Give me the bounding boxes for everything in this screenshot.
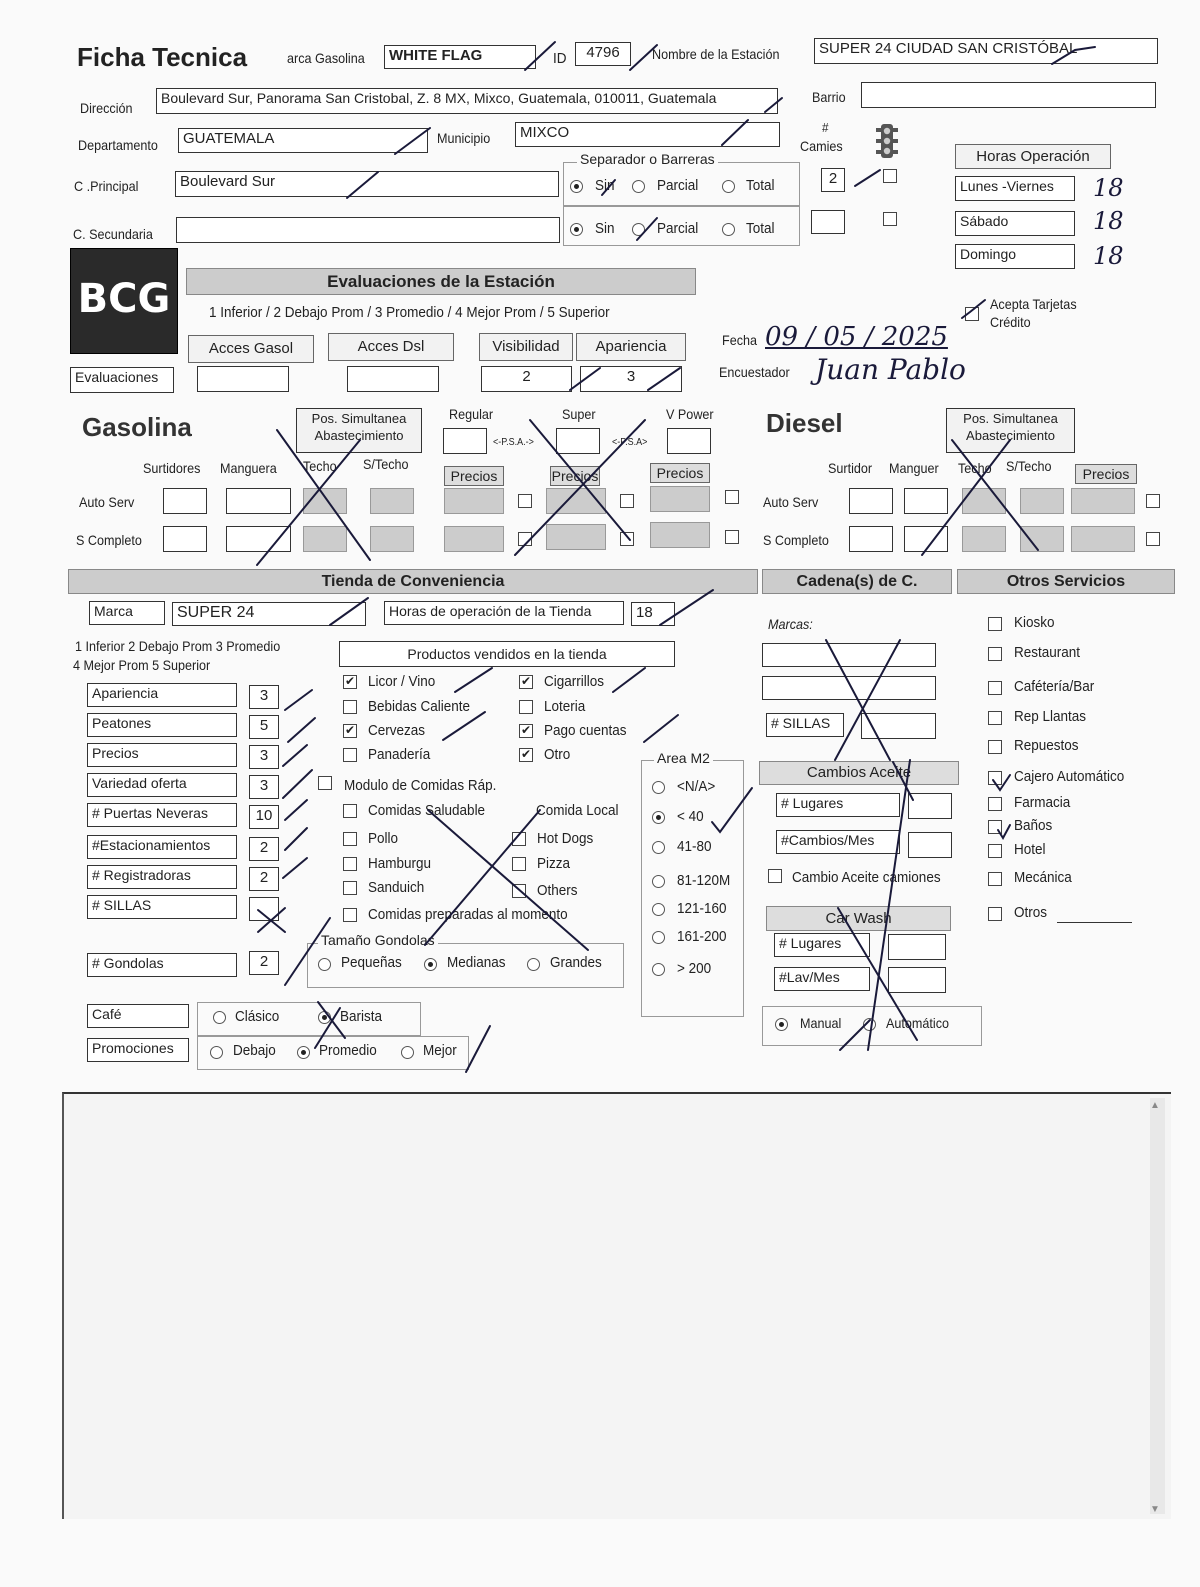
- tienda-horas-field[interactable]: 18: [631, 602, 675, 626]
- diesel-stecho-label: S/Techo: [1006, 458, 1052, 474]
- producto-label-cigarrillos: Cigarrillos: [544, 673, 605, 690]
- diesel-pos-sim-line2: Abastecimiento: [966, 428, 1055, 443]
- visibilidad-field[interactable]: 2: [481, 366, 572, 392]
- psa2-label: <-P.S.A>: [612, 437, 648, 448]
- producto-checkbox-otro[interactable]: ✔: [520, 747, 532, 761]
- apariencia-button[interactable]: Apariencia: [576, 333, 686, 361]
- bcg-logo-text: BCG: [77, 276, 171, 322]
- manguera-col-label: Manguera: [220, 460, 277, 476]
- metric-label-variedad-oferta: Variedad oferta: [87, 773, 237, 797]
- promo-debajo-label: Debajo: [233, 1042, 276, 1059]
- camiones-label-hash: #: [822, 120, 829, 135]
- marca-gasolina-field[interactable]: WHITE FLAG: [384, 45, 536, 69]
- domingo-label: Domingo: [955, 244, 1075, 269]
- metric-label-apariencia: Apariencia: [87, 683, 237, 707]
- separador-sec-total-label: Total: [746, 220, 775, 237]
- id-field[interactable]: 4796: [575, 42, 631, 66]
- municipio-label: Municipio: [437, 130, 491, 146]
- area-label-1: < 40: [677, 808, 704, 825]
- direccion-field[interactable]: Boulevard Sur, Panorama San Cristobal, Z. 8 MX, Mixco, Guatemala, 010011, Guatemala: [156, 88, 778, 114]
- otros-label-mec-nica: Mecánica: [1014, 869, 1072, 886]
- separador-total-label: Total: [746, 177, 775, 194]
- diesel-techo-label: Techo: [958, 460, 992, 476]
- carwash-lugares-label: # Lugares: [774, 933, 870, 957]
- area-label-4: 121-160: [677, 900, 727, 917]
- tamano-label-medianas: Medianas: [447, 954, 506, 971]
- cambio-aceite-camiones-label: Cambio Aceite camiones: [792, 869, 941, 886]
- encuestador-label: Encuestador: [719, 364, 790, 380]
- comida-label-others: Others: [537, 882, 578, 899]
- producto-label-loteria: Loteria: [544, 698, 586, 715]
- psa-label: <-P.S.A.->: [493, 437, 534, 448]
- barrio-label: Barrio: [812, 89, 846, 105]
- gas-s-completo-label: S Completo: [76, 532, 142, 548]
- productos-header: Productos vendidos en la tienda: [339, 641, 675, 667]
- separador-title: Separador o Barreras: [577, 151, 718, 167]
- producto-checkbox-cervezas[interactable]: ✔: [344, 723, 356, 737]
- form-title: Ficha Tecnica: [77, 42, 248, 72]
- area-label-3: 81-120M: [677, 872, 731, 889]
- scroll-down-icon[interactable]: ▼: [1150, 1504, 1160, 1515]
- stecho-col-label: S/Techo: [363, 456, 409, 472]
- tamano-gondolas-title: Tamaño Gondolas: [318, 932, 438, 948]
- acces-dsl-button[interactable]: Acces Dsl: [328, 333, 454, 361]
- lav-mes-label: #Lav/Mes: [774, 967, 870, 991]
- horas-operacion-header: Horas Operación: [955, 144, 1111, 169]
- gasolina-pos-sim-line2: Abastecimiento: [314, 428, 404, 443]
- producto-label-licor-vino: Licor / Vino: [368, 673, 436, 690]
- separador-sec-parcial-label: Parcial: [657, 220, 699, 237]
- vpower-label: V Power: [666, 406, 714, 422]
- separador-sin-label: Sin: [595, 177, 615, 194]
- tienda-header: Tienda de Conveniencia: [68, 569, 758, 594]
- carwash-manual-label: Manual: [800, 1015, 842, 1031]
- departamento-label: Departamento: [78, 137, 158, 153]
- metric-field-puertas-neveras[interactable]: 10: [249, 805, 279, 829]
- area-label-0: <N/A>: [677, 778, 716, 795]
- tamano-label-peque-as: Pequeñas: [341, 954, 402, 971]
- cambios-lugares-label: # Lugares: [776, 793, 900, 817]
- sabado-hours[interactable]: 18: [1093, 207, 1124, 235]
- nombre-estacion-field[interactable]: SUPER 24 CIUDAD SAN CRISTÓBAL: [814, 38, 1158, 64]
- comida-label-comidas-preparadas-al-momento: Comidas preparadas al momento: [368, 906, 568, 923]
- calle-secundaria-label: C. Secundaria: [73, 226, 153, 242]
- otros-servicios-header: Otros Servicios: [957, 569, 1175, 594]
- producto-checkbox-licor-vino[interactable]: ✔: [344, 674, 356, 688]
- producto-checkbox-cigarrillos[interactable]: ✔: [520, 674, 532, 688]
- separador-parcial-label: Parcial: [657, 177, 699, 194]
- otros-label-repuestos: Repuestos: [1014, 737, 1079, 754]
- producto-label-panader-a: Panadería: [368, 746, 431, 763]
- tamano-label-grandes: Grandes: [550, 954, 602, 971]
- metric-field-estacionamientos[interactable]: 2: [249, 837, 279, 861]
- promociones-label: Promociones: [87, 1038, 189, 1062]
- producto-label-pago-cuentas: Pago cuentas: [544, 722, 627, 739]
- encuestador-value[interactable]: Juan Pablo: [815, 353, 966, 386]
- cadena-header: Cadena(s) de C.: [762, 569, 952, 594]
- calle-principal-field[interactable]: Boulevard Sur: [175, 171, 559, 197]
- producto-label-bebidas-caliente: Bebidas Caliente: [368, 698, 471, 715]
- otros-label-hotel: Hotel: [1014, 841, 1046, 858]
- surtidores-col-label: Surtidores: [143, 460, 201, 476]
- super-label: Super: [562, 406, 596, 422]
- gasolina-title: Gasolina: [82, 412, 192, 442]
- metric-field-apariencia[interactable]: 3: [249, 685, 279, 709]
- scroll-up-icon[interactable]: ▲: [1150, 1100, 1160, 1111]
- id-label: ID: [553, 50, 567, 67]
- otros-label-otros: Otros: [1014, 904, 1048, 921]
- cafe-clasico-label: Clásico: [235, 1008, 280, 1025]
- comida-label-sanduich: Sanduich: [368, 879, 425, 896]
- metric-label-puertas-neveras: # Puertas Neveras: [87, 803, 237, 827]
- carwash-automatico-label: Automático: [886, 1015, 950, 1031]
- metric-field-precios[interactable]: 3: [249, 745, 279, 769]
- cambios-aceite-header: Cambios Aceite: [759, 761, 959, 785]
- marcas-label: Marcas:: [768, 616, 813, 632]
- comida-label-hamburgu: Hamburgu: [368, 855, 432, 872]
- cadena-sillas-label: # SILLAS: [766, 713, 844, 737]
- lunes-viernes-hours[interactable]: 18: [1093, 174, 1124, 202]
- tienda-scale-line1: 1 Inferior 2 Debajo Prom 3 Promedio: [75, 638, 281, 654]
- car-wash-header: Car Wash: [766, 906, 951, 931]
- metric-label-sillas: # SILLAS: [87, 895, 237, 919]
- otros-label-kiosko: Kiosko: [1014, 614, 1055, 631]
- diesel-pos-sim-line1: Pos. Simultanea: [963, 411, 1058, 426]
- tienda-horas-label: Horas de operación de la Tienda: [384, 601, 624, 625]
- camiones-label: Camies: [800, 138, 843, 154]
- gas-auto-serv-label: Auto Serv: [79, 494, 135, 510]
- direccion-label: Dirección: [80, 100, 133, 116]
- evaluaciones-scale: 1 Inferior / 2 Debajo Prom / 3 Promedio / 4 Mejor Prom / 5 Superior: [209, 304, 610, 321]
- diesel-title: Diesel: [766, 408, 843, 438]
- metric-label-registradoras: # Registradoras: [87, 865, 237, 889]
- metric-label-precios: Precios: [87, 743, 237, 767]
- fecha-label: Fecha: [722, 332, 758, 348]
- lunes-viernes-label: Lunes -Viernes: [955, 176, 1075, 201]
- otros-label-restaurant: Restaurant: [1014, 644, 1081, 661]
- camiones-field[interactable]: 2: [821, 168, 845, 192]
- fecha-value[interactable]: 09 / 05 / 2025: [765, 322, 948, 352]
- otros-label-ba-os: Baños: [1014, 817, 1053, 834]
- diesel-manguer-label: Manguer: [889, 460, 939, 476]
- acces-gasol-button[interactable]: Acces Gasol: [188, 335, 314, 363]
- credito-label: Crédito: [990, 314, 1031, 330]
- separador-sec-sin-label: Sin: [595, 220, 615, 237]
- diesel-auto-serv-label: Auto Serv: [763, 494, 819, 510]
- departamento-field[interactable]: GUATEMALA: [178, 128, 428, 153]
- modulo-comidas-label: Modulo de Comidas Ráp.: [344, 777, 497, 794]
- otros-label-cajero-autom-tico: Cajero Automático: [1014, 768, 1125, 785]
- domingo-hours[interactable]: 18: [1093, 242, 1124, 270]
- vpower-precios-button[interactable]: Precios: [650, 463, 710, 483]
- promo-promedio-label: Promedio: [319, 1042, 377, 1059]
- producto-label-otro: Otro: [544, 746, 571, 763]
- producto-label-cervezas: Cervezas: [368, 722, 426, 739]
- comida-label-comida-local: Comida Local: [536, 802, 619, 819]
- marca-gasolina-label: arca Gasolina: [287, 50, 365, 66]
- visibilidad-button[interactable]: Visibilidad: [479, 333, 573, 361]
- apariencia-field[interactable]: 3: [580, 366, 682, 392]
- comida-label-comidas-saludable: Comidas Saludable: [368, 802, 486, 819]
- regular-label: Regular: [449, 406, 494, 422]
- super-precios-button[interactable]: Precios: [551, 468, 599, 484]
- metric-field-registradoras[interactable]: 2: [249, 867, 279, 891]
- tienda-marca-label: Marca: [89, 601, 165, 625]
- gasolina-pos-sim-line1: Pos. Simultanea: [311, 411, 407, 426]
- municipio-field[interactable]: MIXCO: [515, 122, 780, 147]
- comida-label-pollo: Pollo: [368, 830, 399, 847]
- otros-label-farmacia: Farmacia: [1014, 794, 1071, 811]
- producto-checkbox-pago-cuentas[interactable]: ✔: [520, 723, 532, 737]
- calle-principal-label: C .Principal: [74, 178, 139, 194]
- otros-label-rep-llantas: Rep Llantas: [1014, 708, 1087, 725]
- evaluaciones-row-label: Evaluaciones: [70, 367, 174, 393]
- diesel-s-completo-label: S Completo: [763, 532, 829, 548]
- metric-label-estacionamientos: #Estacionamientos: [87, 835, 237, 859]
- evaluaciones-header: Evaluaciones de la Estación: [186, 268, 696, 295]
- metric-label-peatones: Peatones: [87, 713, 237, 737]
- tienda-scale-line2: 4 Mejor Prom 5 Superior: [73, 657, 211, 673]
- sabado-label: Sábado: [955, 211, 1075, 236]
- gondolas-label: # Gondolas: [87, 953, 237, 977]
- area-label-2: 41-80: [677, 838, 712, 855]
- cafe-barista-label: Barista: [340, 1008, 383, 1025]
- area-label-6: > 200: [677, 960, 712, 977]
- comida-label-hot-dogs: Hot Dogs: [537, 830, 594, 847]
- metric-field-peatones[interactable]: 5: [249, 715, 279, 739]
- nombre-estacion-label: Nombre de la Estación: [652, 46, 780, 62]
- techo-col-label: Techo: [303, 458, 337, 474]
- cafe-label: Café: [87, 1004, 189, 1028]
- regular-precios-button[interactable]: Precios: [444, 466, 504, 486]
- diesel-surtidor-label: Surtidor: [828, 460, 873, 476]
- metric-field-variedad-oferta[interactable]: 3: [249, 775, 279, 799]
- diesel-precios-button[interactable]: Precios: [1075, 464, 1137, 484]
- promo-mejor-label: Mejor: [423, 1042, 457, 1059]
- acepta-tarjetas-label: Acepta Tarjetas: [990, 296, 1077, 312]
- cambios-mes-label: #Cambios/Mes: [776, 830, 900, 854]
- gondolas-field[interactable]: 2: [249, 951, 279, 975]
- tienda-marca-field[interactable]: SUPER 24: [172, 602, 366, 626]
- area-m2-title: Area M2: [654, 750, 713, 766]
- area-label-5: 161-200: [677, 928, 727, 945]
- comida-label-pizza: Pizza: [537, 855, 571, 872]
- otros-label-caf-ter-a-bar: Cafétería/Bar: [1014, 678, 1095, 695]
